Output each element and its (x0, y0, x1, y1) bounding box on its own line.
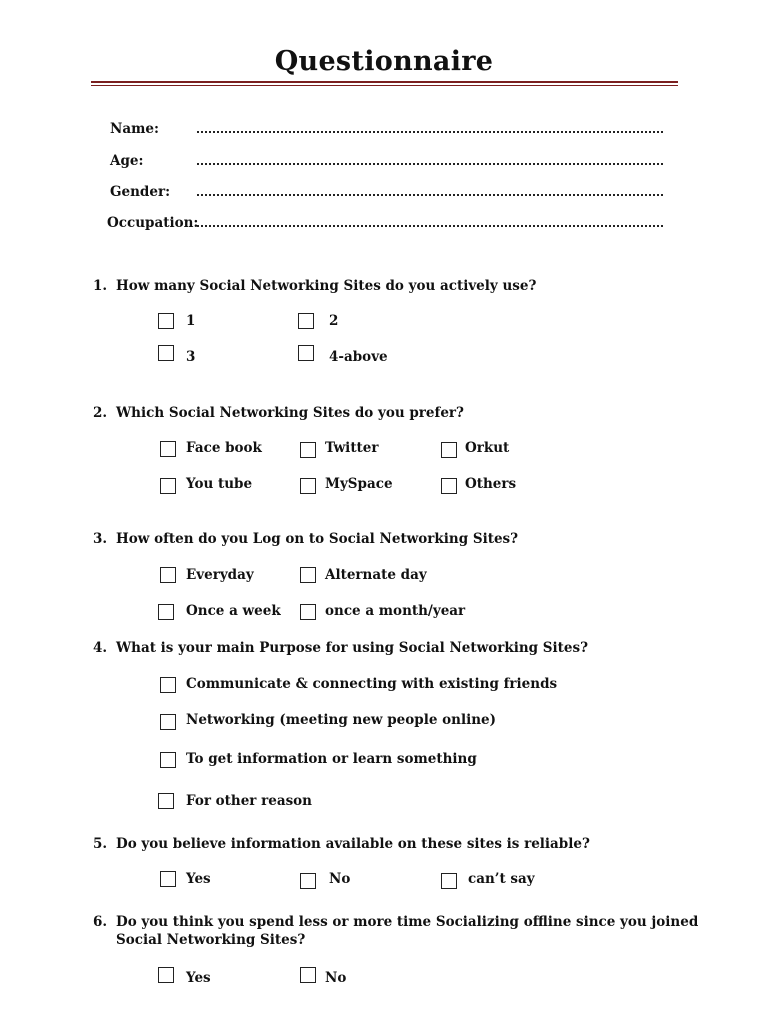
question-5 (93, 835, 590, 853)
question-number: 5. (93, 836, 108, 852)
q3-checkbox-once-a-month[interactable] (300, 604, 316, 620)
q3-option-once-a-week: Once a week (186, 603, 281, 619)
q5-option-cant-say: can’t say (468, 871, 535, 887)
title-divider-thin (91, 85, 678, 86)
q4-option-networking: Networking (meeting new people online) (186, 712, 496, 728)
question-text: Which Social Networking Sites do you prefer? (116, 405, 464, 421)
page-title: Questionnaire (274, 46, 494, 77)
q1-checkbox-2[interactable] (298, 313, 314, 329)
q5-checkbox-cant-say[interactable] (441, 873, 457, 889)
title-divider (91, 81, 678, 83)
q3-checkbox-once-a-week[interactable] (158, 604, 174, 620)
question-6 (93, 913, 698, 949)
question-number: 6. (93, 914, 108, 930)
question-text-continued: Social Networking Sites? (116, 932, 306, 948)
q1-checkbox-3[interactable] (158, 345, 174, 361)
name-label: Name: (110, 121, 159, 137)
q2-checkbox-others[interactable] (441, 478, 457, 494)
question-number: 2. (93, 405, 108, 421)
q2-option-myspace: MySpace (325, 476, 393, 492)
q4-checkbox-information[interactable] (160, 752, 176, 768)
q4-option-other-reason: For other reason (186, 793, 312, 809)
question-text: Do you think you spend less or more time Socializing offline since you joined (116, 914, 699, 930)
q4-option-information: To get information or learn something (186, 751, 477, 767)
question-text: Do you believe information available on these sites is reliable? (116, 836, 590, 852)
name-field[interactable] (197, 131, 663, 133)
q2-checkbox-twitter[interactable] (300, 442, 316, 458)
q2-checkbox-youtube[interactable] (160, 478, 176, 494)
age-field[interactable] (197, 163, 663, 165)
q2-option-others: Others (465, 476, 517, 492)
occupation-field[interactable] (197, 225, 663, 227)
age-label: Age: (110, 153, 144, 169)
q2-checkbox-orkut[interactable] (441, 442, 457, 458)
q1-checkbox-1[interactable] (158, 313, 174, 329)
q1-checkbox-4[interactable] (298, 345, 314, 361)
question-text: How often do you Log on to Social Networking Sites? (116, 531, 519, 547)
q6-checkbox-no[interactable] (300, 967, 316, 983)
question-3 (93, 530, 518, 548)
q4-checkbox-communicate[interactable] (160, 677, 176, 693)
question-number: 4. (93, 640, 108, 656)
q3-option-everyday: Everyday (186, 567, 254, 583)
q2-option-twitter: Twitter (325, 440, 379, 456)
q5-option-yes: Yes (186, 871, 211, 887)
q1-option-4: 4-above (329, 349, 388, 365)
q4-option-communicate: Communicate & connecting with existing friends (186, 676, 558, 692)
q1-option-2: 2 (329, 313, 339, 329)
occupation-label: Occupation: (107, 215, 199, 231)
q3-checkbox-alternate-day[interactable] (300, 567, 316, 583)
question-4 (93, 639, 588, 657)
q4-checkbox-networking[interactable] (160, 714, 176, 730)
q1-option-3: 3 (186, 349, 196, 365)
question-text: How many Social Networking Sites do you actively use? (116, 278, 537, 294)
q2-option-orkut: Orkut (465, 440, 510, 456)
q6-option-no: No (325, 970, 347, 986)
question-2 (93, 404, 464, 422)
question-number: 1. (93, 278, 108, 294)
q3-checkbox-everyday[interactable] (160, 567, 176, 583)
q5-checkbox-yes[interactable] (160, 871, 176, 887)
q2-option-facebook: Face book (186, 440, 262, 456)
q6-option-yes: Yes (186, 970, 211, 986)
question-number: 3. (93, 531, 108, 547)
q2-checkbox-facebook[interactable] (160, 441, 176, 457)
q2-checkbox-myspace[interactable] (300, 478, 316, 494)
q5-option-no: No (329, 871, 351, 887)
q4-checkbox-other-reason[interactable] (158, 793, 174, 809)
q5-checkbox-no[interactable] (300, 873, 316, 889)
q1-option-1: 1 (186, 313, 196, 329)
question-1 (93, 277, 536, 295)
gender-label: Gender: (110, 184, 171, 200)
gender-field[interactable] (197, 194, 663, 196)
q3-option-alternate-day: Alternate day (325, 567, 427, 583)
q6-checkbox-yes[interactable] (158, 967, 174, 983)
q2-option-youtube: You tube (186, 476, 253, 492)
question-text: What is your main Purpose for using Social Networking Sites? (116, 640, 589, 656)
q3-option-once-a-month: once a month/year (325, 603, 466, 619)
